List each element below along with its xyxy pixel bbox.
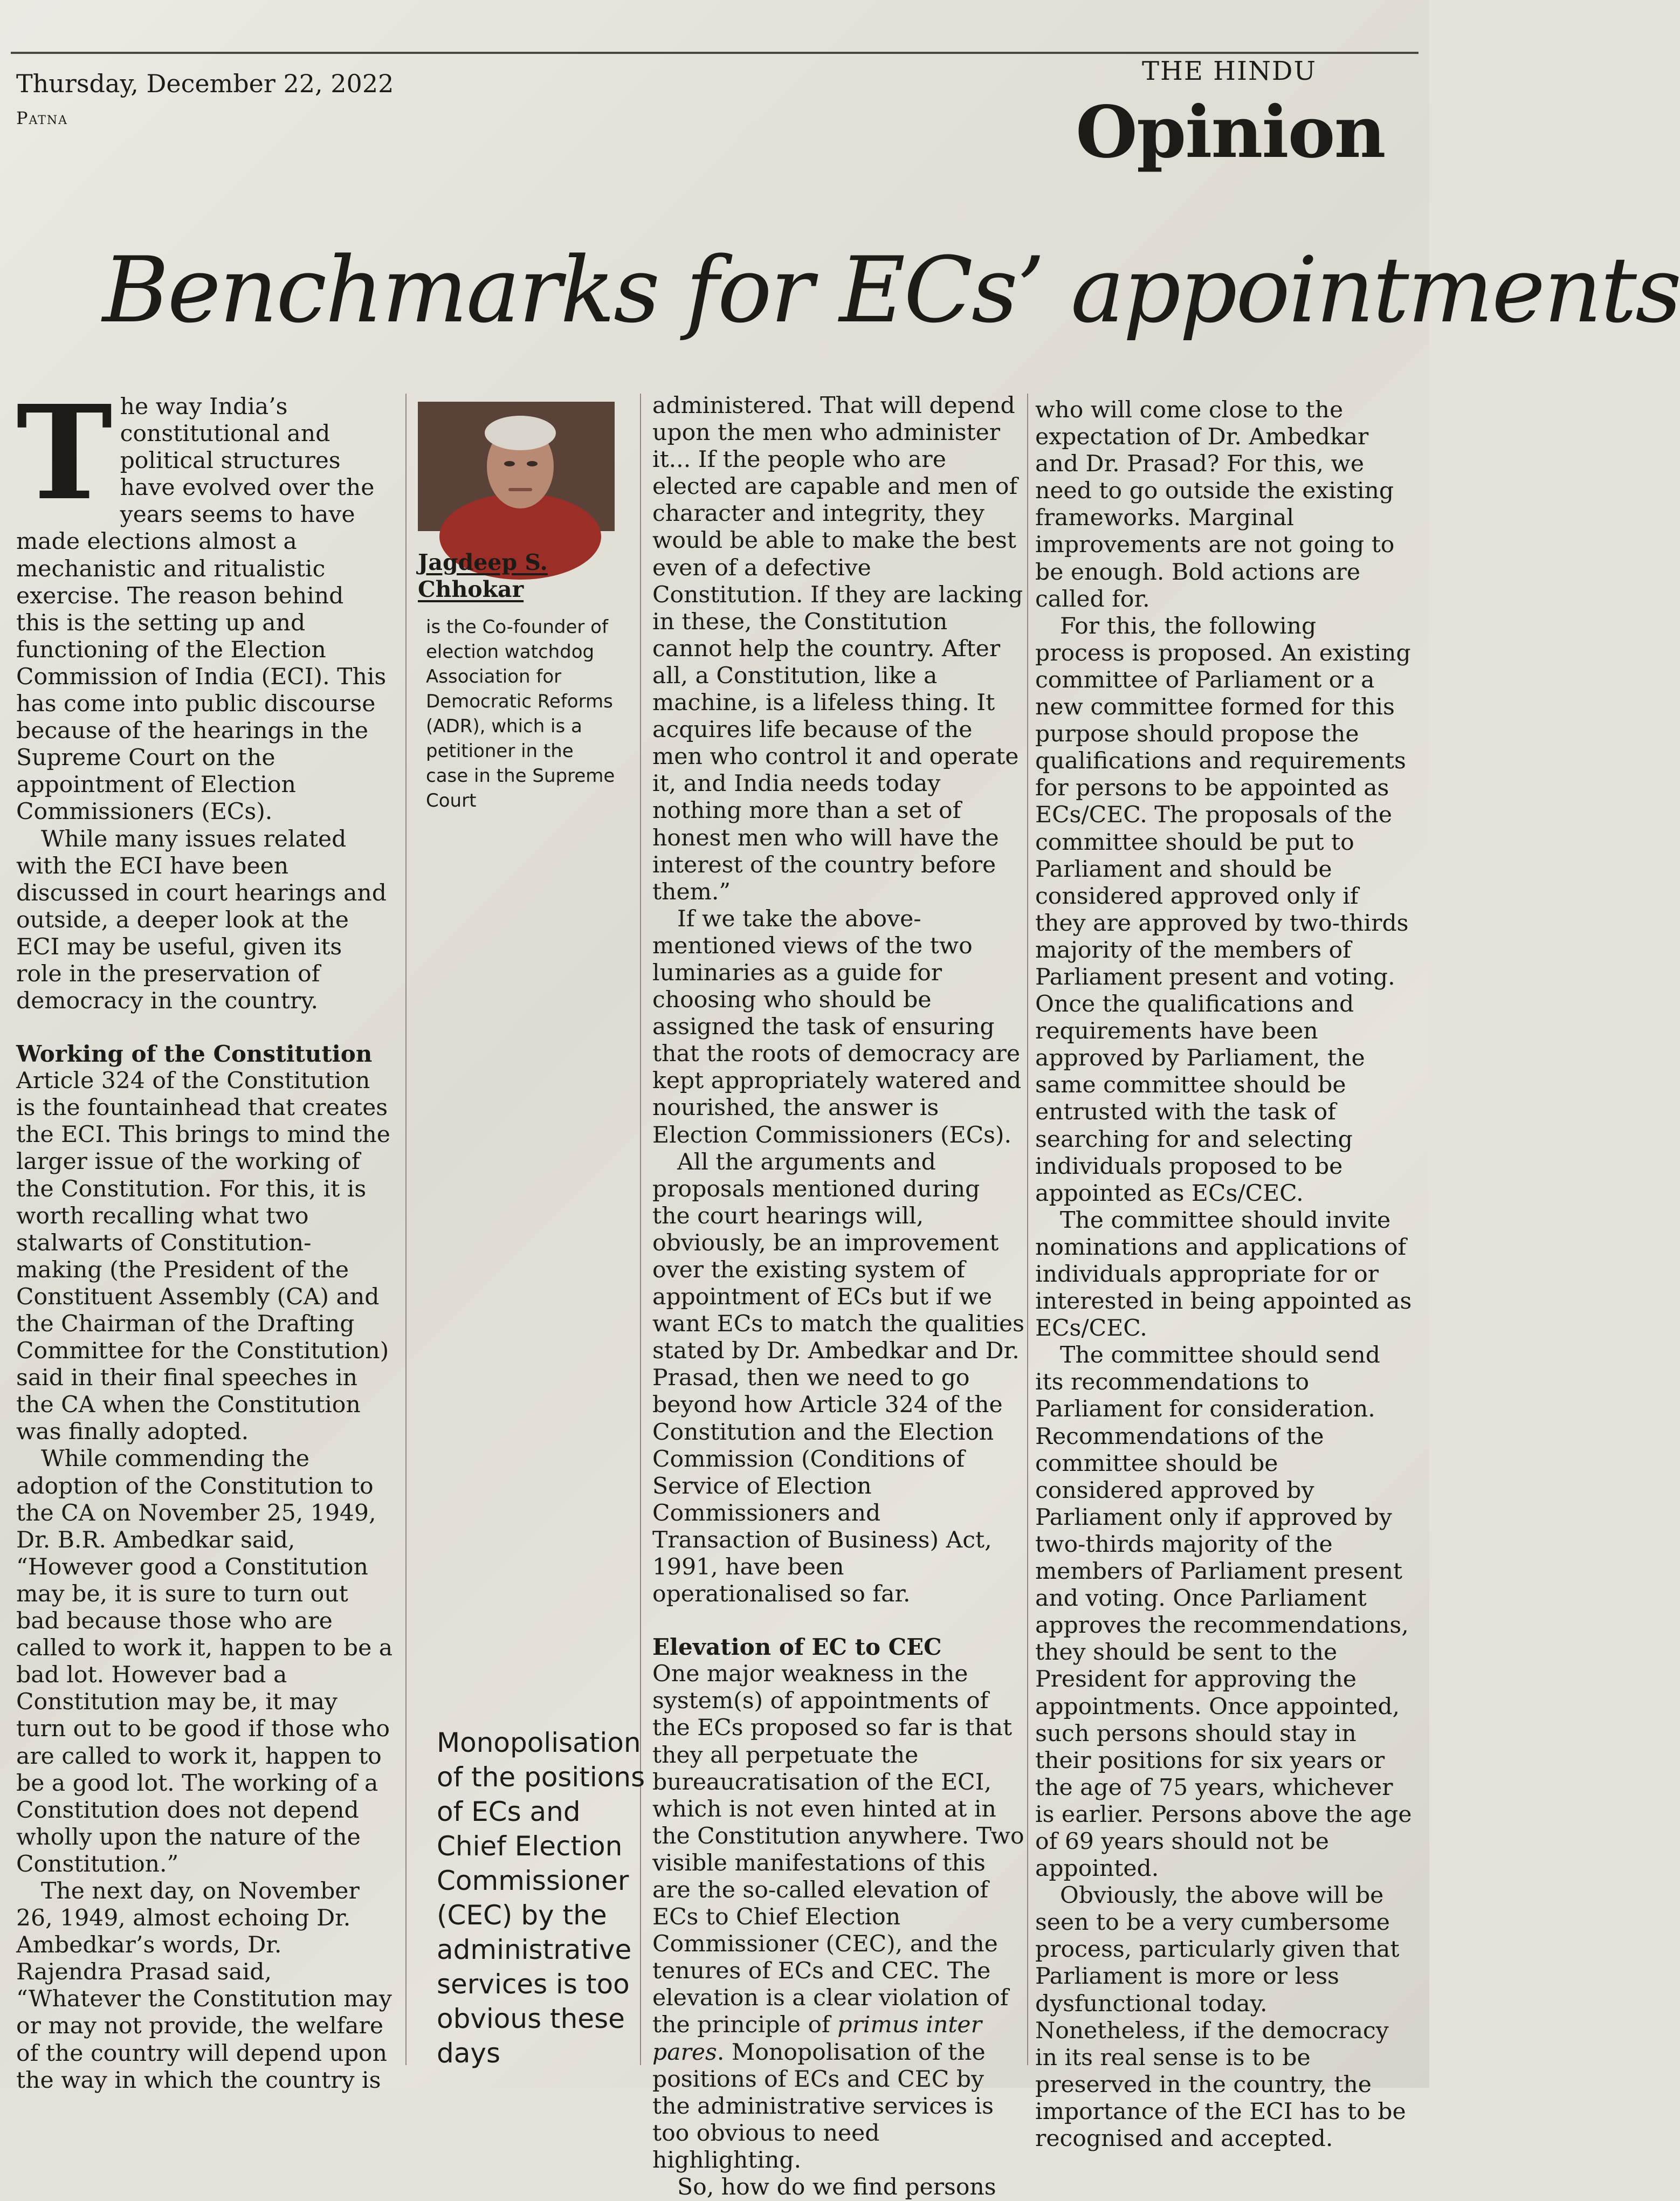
subheading: Elevation of EC to CEC [652, 1634, 942, 1661]
paragraph: Article 324 of the Constitution is the fountainhead that creates the ECI. This brings to mind the larger issue of the working of the Constitution. For this, it is worth recalling what two stalwarts of Constitution-making (the President of the Constituent Assembly (CA) and the Chairman of the Drafting Committee for the Constitution) said in their final speeches in the CA when the Constitution was finally adopted. [16, 1068, 390, 1446]
article-column-1 [16, 377, 394, 2094]
paragraph: For this, the following process is proposed. An existing committee of Parliament or a new committee formed for this purpose should propose the qualifications and requirements for persons to be appointed as ECs/CEC. The proposals of the committee should be put to Parliament and should be considered approved only if they are approved by two-thirds majority of the members of Parliament present and voting. Once the qualifications and requirements have been approved by Parliament, the same committee should be entrusted with the task of searching for and selecting individuals proposed to be appointed as ECs/CEC. [1035, 613, 1411, 1207]
column-divider [1027, 394, 1028, 2065]
paragraph: While commending the adoption of the Constitution to the CA on November 25, 1949, Dr. B.R. Ambedkar said, “However good a Constitution may be, it is sure to turn out bad because those who are called to work it, happen to be a bad lot. However bad a Constitution may be, it may turn out to be good if those who are called to work it, happen to be a good lot. The working of a Constitution does not depend wholly upon the nature of the Constitution.” [16, 1446, 393, 1877]
edition-city: Patna [16, 108, 68, 128]
issue-date: Thursday, December 22, 2022 [16, 69, 394, 98]
section-title: Opinion [1076, 91, 1385, 174]
newspaper-name: THE HINDU [1142, 56, 1317, 86]
paragraph: All the arguments and proposals mentioned during the court hearings will, obviously, be an improvement over the existing system of appointment of ECs but if we want ECs to match the qualities stated by Dr. Ambedkar and Dr. Prasad, then we need to go beyond how Article 324 of the Constitution and the Election Commission (Conditions of Service of Election Commissioners and Transaction of Business) Act, 1991, have been operationalised so far. [652, 1148, 1024, 1608]
paragraph: If we take the above-mentioned views of the two luminaries as a guide for choosing who should be assigned the task of ensuring that the roots of democracy are kept appropriately watered and nourished, the answer is Election Commissioners (ECs). [652, 905, 1022, 1148]
author-photo [418, 402, 615, 531]
paragraph: who will come close to the expectation of Dr. Ambedkar and Dr. Prasad? For this, we need to go outside the existing frameworks. Marginal improvements are not going to be enough. Bold actions are called for. [1035, 397, 1395, 613]
paragraph: administered. That will depend upon the men who administer it... If the people who are elected are capable and men of character and integrity, they would be able to make the best even of a defective Constitution. If they are lacking in these, the Constitution cannot help the country. After all, a Constitution, like a machine, is a lifeless thing. It acquires life because of the men who control it and operate it, and India needs today nothing more than a set of honest men who will have the interest of the country before them.” [652, 393, 1023, 905]
paragraph: So, how do we find persons [677, 2174, 996, 2200]
paragraph: Obviously, the above will be seen to be a very cumbersome process, particularly given that Parliament is more or less dysfunctional today. Nonetheless, if the democracy in its real sense is to be preserved in the country, the importance of the ECI has to be recognised and accepted. [1035, 1882, 1406, 2152]
author-portrait-image [418, 402, 615, 531]
masthead-rule [11, 52, 1419, 54]
article-column-3 [652, 393, 1024, 2201]
article-headline: Benchmarks for ECs’ appointments [102, 237, 1680, 343]
column-divider [405, 394, 407, 2065]
pull-quote: Monopolisation of the positions of ECs and Chief Election Commissioner (CEC) by the administrative services is too obvious these days [437, 1727, 645, 2069]
paragraph: The committee should invite nominations and applications of individuals appropriate for or interested in being appointed as ECs/CEC. [1035, 1207, 1412, 1342]
paragraph: The next day, on November 26, 1949, almost echoing Dr. Ambedkar’s words, Dr. Rajendra Prasad said, “Whatever the Constitution may or may not provide, the welfare of the country will depend upon the way in which the country is [16, 1877, 392, 2094]
subheading: Working of the Constitution [16, 1041, 373, 1068]
latin-phrase: primus inter pares [652, 2012, 982, 2066]
paragraph: One major weakness in the system(s) of appointments of the ECs proposed so far is that they all perpetuate the bureaucratisation of the ECI, which is not even hinted at in the Constitution anywhere. Two visible manifestations of this are the so-called elevation of ECs to Chief Election Commissioner (CEC), and the tenures of ECs and CEC. The elevation is a clear violation of the principle of primus inter pares. Monopolisation of the positions of ECs and CEC by the administrative services is too obvious to need highlighting. [652, 1661, 1024, 2174]
drop-cap: T [16, 377, 113, 529]
author-name: Jagdeep S. Chhokar [418, 549, 548, 602]
author-bio: is the Co-founder of election watchdog Association for Democratic Reforms (ADR), which is a petitioner in the case in the Supreme Court [426, 616, 615, 811]
opening-paragraph: The way India’s constitutional and political structures have evolved over the years seems to have made elections almost a mechanistic and ritualistic exercise. The reason behind this is the setting up and functioning of the Election Commission of India (ECI). This has come into public discourse because of the hearings in the Supreme Court on the appointment of Election Commissioners (ECs). [16, 377, 387, 826]
article-column-4 [1035, 397, 1413, 2152]
paragraph: While many issues related with the ECI have been discussed in court hearings and outside, a deeper look at the ECI may be useful, given its role in the preservation of democracy in the country. [16, 826, 387, 1015]
paragraph: The committee should send its recommendations to Parliament for consideration. Recommendations of the committee should be considered approved by Parliament only if approved by two-thirds majority of the members of Parliament present and voting. Once Parliament approves the recommendations, they should be sent to the President for approving the appointments. Once appointed, such persons should stay in their positions for six years or the age of 75 years, whichever is earlier. Persons above the age of 69 years should not be appointed. [1035, 1342, 1412, 1882]
